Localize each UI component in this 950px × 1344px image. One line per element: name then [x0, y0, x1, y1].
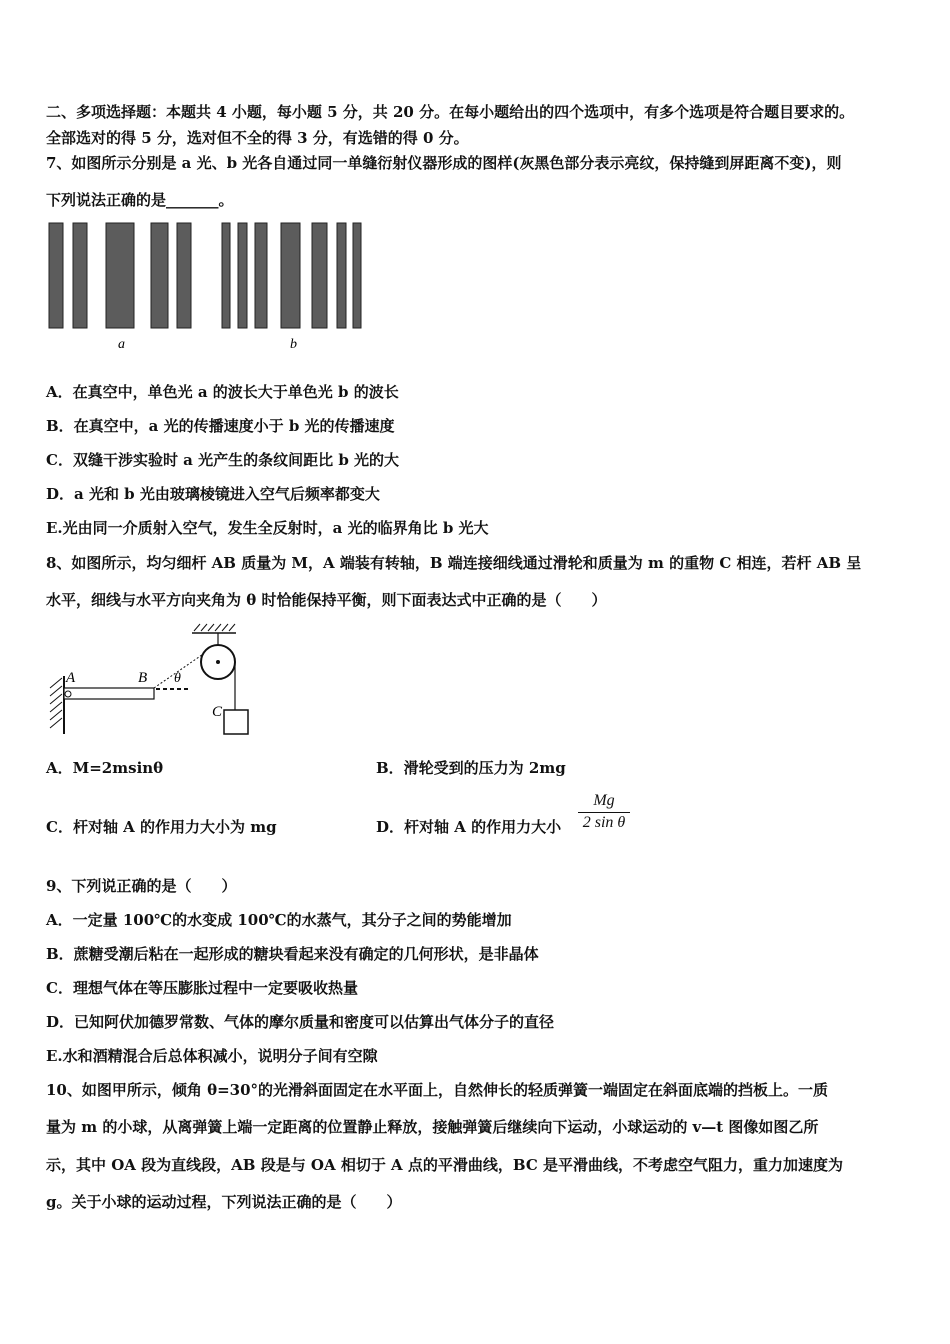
- q8-ceiling-hatch: [194, 624, 235, 631]
- q7-fringe-a5: [177, 223, 191, 328]
- q10-stem-line4: g。关于小球的运动过程，下列说法正确的是（ ）: [46, 1193, 402, 1211]
- q8-pulley-figure: [40, 618, 270, 742]
- q8-option-d-fraction: [578, 792, 630, 832]
- q9-option-b: B．蔗糖受潮后粘在一起形成的糖块看起来没有确定的几何形状，是非晶体: [46, 945, 539, 963]
- q9-option-a: A．一定量 100℃的水变成 100℃的水蒸气，其分子之间的势能增加: [46, 911, 512, 929]
- q10-stem-line3: 示，其中 OA 段为直线段，AB 段是与 OA 相切于 A 点的平滑曲线，BC 是平滑曲线，不考虑空气阻力，重力加速度为: [46, 1156, 844, 1174]
- q8-option-c: C．杆对轴 A 的作用力大小为 mg: [46, 818, 277, 836]
- q9-option-e: E.水和酒精混合后总体积减小，说明分子间有空隙: [46, 1047, 378, 1065]
- q9-stem: 9、下列说正确的是（ ）: [46, 877, 237, 895]
- q7-option-a: A．在真空中，单色光 a 的波长大于单色光 b 的波长: [46, 383, 399, 401]
- q10-stem-line1: 10、如图甲所示，倾角 θ=30°的光滑斜面固定在水平面上，自然伸长的轻质弹簧一端固定在斜面底端的挡板上。一质: [46, 1081, 829, 1099]
- q7-stem-line2: 下列说法正确的是_______。: [46, 191, 234, 209]
- q7-option-d: D．a 光和 b 光由玻璃棱镜进入空气后频率都变大: [46, 485, 380, 503]
- q7-fig-label-b: b: [290, 337, 297, 352]
- q8-wall-hatch: [50, 678, 62, 728]
- q7-fringe-a4: [151, 223, 168, 328]
- q7-fringe-b6: [337, 223, 346, 328]
- section-title-line2: 全部选对的得 5 分，选对但不全的得 3 分，有选错的得 0 分。: [46, 129, 469, 147]
- q7-fringe-a2: [73, 223, 87, 328]
- q7-fringe-b1: [222, 223, 230, 328]
- q8-stem-line2: 水平，细线与水平方向夹角为 θ 时恰能保持平衡，则下面表达式中正确的是（ ）: [46, 591, 607, 609]
- q8-mass-c: [224, 710, 248, 734]
- q8-rod-ab: [64, 688, 154, 699]
- q7-fringe-b3: [255, 223, 267, 328]
- q7-fringe-b7: [353, 223, 361, 328]
- q8-label-b: B: [138, 670, 148, 686]
- q7-fringe-b4: [281, 223, 300, 328]
- q8-option-a: A．M=2msinθ: [46, 759, 164, 777]
- q9-option-d: D．已知阿伏加德罗常数、气体的摩尔质量和密度可以估算出气体分子的直径: [46, 1013, 555, 1031]
- q7-option-c: C．双缝干涉实验时 a 光产生的条纹间距比 b 光的大: [46, 451, 400, 469]
- q7-fig-label-a: a: [118, 337, 125, 352]
- q8-option-d: D．杆对轴 A 的作用力大小: [376, 818, 562, 836]
- q8-label-a: A: [66, 670, 76, 686]
- q8-stem-line1: 8、如图所示，均匀细杆 AB 质量为 M，A 端装有转轴，B 端连接细线通过滑轮和质量为 m 的重物 C 相连，若杆 AB 呈: [46, 554, 862, 572]
- q10-stem-line2: 量为 m 的小球，从离弹簧上端一定距离的位置静止释放，接触弹簧后继续向下运动，小球运动的 v—t 图像如图乙所: [46, 1118, 819, 1136]
- q7-fringe-b5: [312, 223, 327, 328]
- q7-fringe-a3: [106, 223, 134, 328]
- q8-fraction-denominator: 2 sin θ: [578, 812, 630, 832]
- q7-fringe-b2: [238, 223, 247, 328]
- q8-label-theta: θ: [174, 671, 181, 686]
- q8-fraction-numerator: Mg: [593, 792, 615, 809]
- q9-option-c: C．理想气体在等压膨胀过程中一定要吸收热量: [46, 979, 358, 997]
- q7-diffraction-figure: [44, 218, 370, 358]
- q7-option-e: E.光由同一介质射入空气，发生全反射时，a 光的临界角比 b 光大: [46, 519, 489, 537]
- q7-fringe-a1: [49, 223, 63, 328]
- q7-stem-line1: 7、如图所示分别是 a 光、b 光各自通过同一单缝衍射仪器形成的图样(灰黑色部分表示亮纹，保持缝到屏距离不变)，则: [46, 154, 842, 172]
- q8-label-c: C: [212, 704, 223, 720]
- section-title-line1: 二、多项选择题：本题共 4 小题，每小题 5 分，共 20 分。在每小题给出的四个选项中，有多个选项是符合题目要求的。: [46, 103, 855, 121]
- q7-option-b: B．在真空中，a 光的传播速度小于 b 光的传播速度: [46, 417, 395, 435]
- q8-option-b: B．滑轮受到的压力为 2mg: [376, 759, 566, 777]
